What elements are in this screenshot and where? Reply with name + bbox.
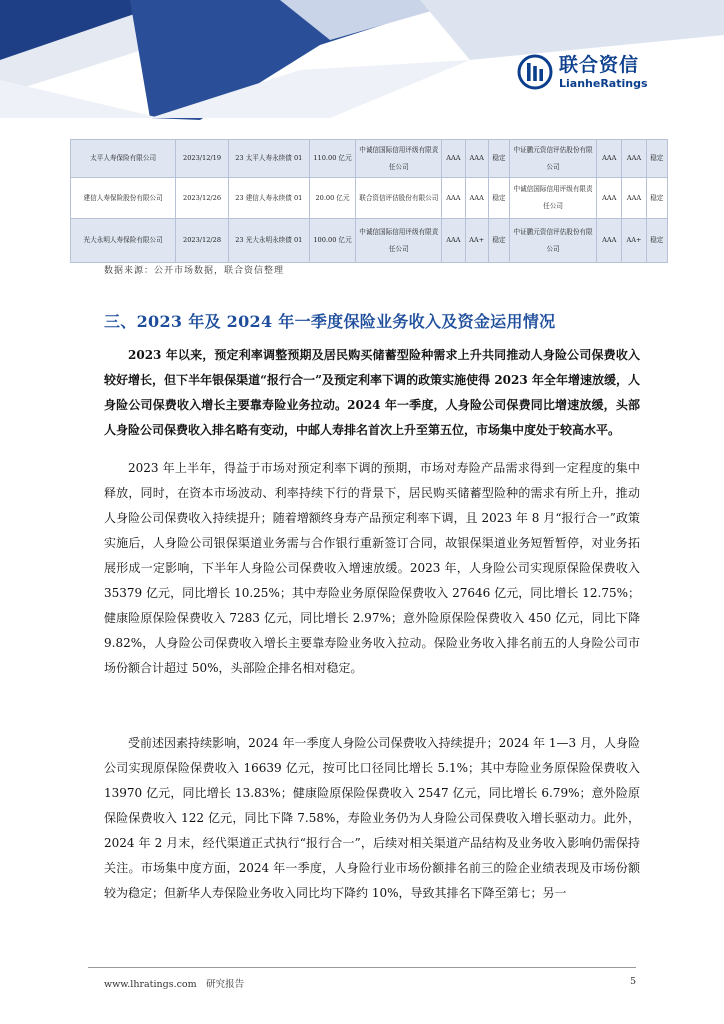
table-cell: AA+: [622, 219, 646, 263]
body-paragraph-2023: 2023 年上半年，得益于市场对预定利率下调的预期，市场对寿险产品需求得到一定程度的集中释放，同时，在资本市场波动、利率持续下行的背景下，居民购买储蓄型险种的需求有所上升，推动人身险公司保费收入持续提升；随着增额终身寿产品预定利率下调，且 2023 年 8 月“报行合一”政策实施后，人身险公司银保渠道业务需与合作银行重新签订合同，故银保渠道业务短暂暂停，对业务拓展形成一定影响，下半年人身险公司保费收入增速放缓。2023 年，人身险公司实现原保险保费收入 35379 亿元，同比增长 10.25%；其中寿险业务原保险保费收入 27646 亿元，同比增长 12.75%；健康险原保险保费收入 7283 亿元，同比增长 2.97%；意外险原保险保费收入 450 亿元，同比下降 9.82%，人身险公司保费收入增长主要靠寿险业务收入拉动。保险业务收入排名前五的人身险公司市场份额合计超过 50%，头部险企排名相对稳定。: [104, 461, 640, 675]
table-cell: 稳定: [646, 219, 667, 263]
table-cell: 110.00 亿元: [309, 140, 356, 178]
table-cell: 中诚信国际信用评级有限责任公司: [510, 178, 597, 219]
table-cell: AAA: [442, 178, 465, 219]
footer-divider: [88, 967, 636, 968]
lianhe-logo: [517, 54, 648, 90]
table-cell: 稳定: [646, 178, 667, 219]
table-cell: 稳定: [646, 140, 667, 178]
table-cell: 中诚信国际信用评级有限责任公司: [356, 140, 442, 178]
logo-chinese-name: 联合资信: [559, 53, 640, 76]
table-cell: 光大永明人寿保险有限公司: [71, 219, 176, 263]
table-cell: AAA: [465, 178, 488, 219]
table-row: [71, 140, 668, 178]
table-cell: 太平人寿保险有限公司: [71, 140, 176, 178]
table-cell: AAA: [442, 140, 465, 178]
table-row: [71, 178, 668, 219]
table-cell: 100.00 亿元: [309, 219, 356, 263]
body-paragraph-2024: 受前述因素持续影响，2024 年一季度人身险公司保费收入持续提升；2024 年 1—3 月，人身险公司实现原保险保费收入 16639 亿元，按可比口径同比增长 5.1%；其中寿险业务原保险保费收入 13970 亿元，同比增长 13.83%；健康险原保险保费收入 2547 亿元，同比增长 6.79%；意外险原保险保费收入 122 亿元，同比下降 7.58%，寿险业务仍为人身险公司保费收入增长驱动力。此外，2024 年 2 月末，经代渠道正式执行“报行合一”，后续对相关渠道产品结构及业务收入影响仍需保持关注。市场集中度方面，2024 年一季度，人身险行业市场份额排名前三的险企业绩表现及市场份额较为稳定；但新华人寿保险业务收入同比均下降约 10%，导致其排名下降至第七；另一: [104, 736, 640, 900]
table-cell: 23 建信人寿永续债 01: [228, 178, 309, 219]
table-cell: 中证鹏元资信评估股份有限公司: [510, 219, 597, 263]
table-cell: 建信人寿保险股份有限公司: [71, 178, 176, 219]
table-cell: AAA: [465, 140, 488, 178]
table-source-note: 数据来源：公开市场数据，联合资信整理: [104, 266, 285, 276]
table-cell: 中诚信国际信用评级有限责任公司: [356, 219, 442, 263]
table-cell: 联合资信评估股份有限公司: [356, 178, 442, 219]
table-cell: 20.00 亿元: [309, 178, 356, 219]
table-cell: AAA: [622, 140, 646, 178]
table-cell: AAA: [622, 178, 646, 219]
table-cell: 2023/12/19: [176, 140, 229, 178]
table-cell: 2023/12/26: [176, 178, 229, 219]
table-cell: AAA: [597, 140, 622, 178]
table-cell: 23 光大永明永续债 01: [228, 219, 309, 263]
section-title: 三、2023 年及 2024 年一季度保险业务收入及资金运用情况: [104, 312, 556, 331]
table-row: [71, 219, 668, 263]
table-cell: 稳定: [488, 140, 509, 178]
lianhe-logo-icon: [517, 54, 553, 90]
summary-paragraph: 2023 年以来，预定利率调整预期及居民购买储蓄型险种需求上升共同推动人身险公司保费收入较好增长，但下半年银保渠道“报行合一”及预定利率下调的政策实施使得 2023 年全年增速放缓，人身险公司保费收入增长主要靠寿险业务拉动。2024 年一季度，人身险公司保费同比增速放缓，头部人身险公司保费收入排名略有变动，中邮人寿排名首次上升至第五位，市场集中度处于较高水平。: [104, 348, 640, 437]
table-cell: AAA: [597, 178, 622, 219]
table-cell: 中证鹏元资信评估股份有限公司: [510, 140, 597, 178]
footer-website: www.lhratings.com 研究报告: [104, 979, 245, 990]
table-cell: AAA: [442, 219, 465, 263]
table-cell: 稳定: [488, 178, 509, 219]
perpetual-bond-rating-table: [70, 139, 668, 263]
table-cell: 23 太平人寿永续债 01: [228, 140, 309, 178]
logo-english-name: LianheRatings: [559, 76, 648, 90]
table-cell: AA+: [465, 219, 488, 263]
table-cell: 2023/12/28: [176, 219, 229, 263]
table-cell: AAA: [597, 219, 622, 263]
page-number: 5: [630, 976, 637, 987]
table-cell: 稳定: [488, 219, 509, 263]
